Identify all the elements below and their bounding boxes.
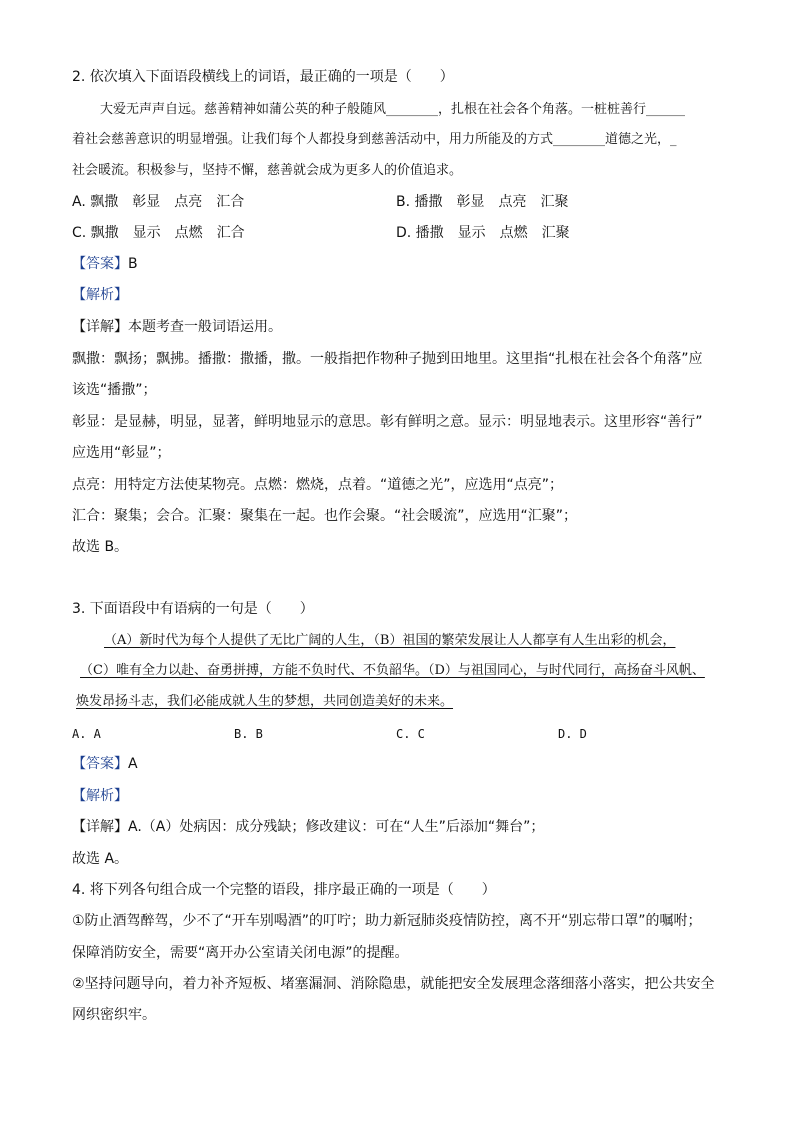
q2-option-b: B. 播撒 彰显 点亮 汇聚	[396, 194, 569, 210]
q3-option-d: D. D	[558, 727, 587, 741]
q2-analysis-tag: 【解析】	[72, 287, 128, 303]
q2-answer	[72, 255, 138, 273]
question-3-title: 3. 下面语段中有语病的一句是（ ）	[72, 601, 314, 617]
q2-detail-line-1: 【详解】本题考查一般词语运用。	[72, 319, 282, 335]
q3-passage-line-3: 焕发昂扬斗志，我们必能成就人生的梦想，共同创造美好的未来。	[76, 694, 454, 709]
q4-line-4: 网织密织牢。	[72, 1007, 156, 1023]
q2-detail-line-8: 故选 B。	[72, 539, 129, 555]
question-2-title: 2. 依次填入下面语段横线上的词语，最正确的一项是（ ）	[72, 69, 454, 85]
question-4-title: 4. 将下列各句组合成一个完整的语段，排序最正确的一项是（ ）	[72, 882, 496, 898]
answer-tag: 【答案】	[72, 756, 128, 772]
q3-passage-line-1: （A）新时代为每个人提供了无比广阔的人生，（B）祖国的繁荣发展让人人都享有人生出彩的机会，	[104, 633, 676, 648]
q3-option-c: C. C	[396, 727, 425, 741]
q4-line-3: ②坚持问题导向，着力补齐短板、堵塞漏洞、消除隐患，就能把安全发展理念落细落小落实，把公共安全	[72, 976, 715, 992]
q3-passage-line-2: （C）唯有全力以赴、奋勇拼搏，方能不负时代、不负韶华。（D）与祖国同心，与时代同行，高扬奋斗风帆、	[80, 663, 705, 678]
q3-option-b: B. B	[234, 727, 263, 741]
q4-line-1: ①防止酒驾醉驾，少不了“开车别喝酒”的叮咛；助力新冠肺炎疫情防控，离不开“别忘带口罩”的嘱咐；	[72, 913, 702, 929]
q2-detail-line-5: 应选用“彰显”；	[72, 445, 171, 461]
answer-value: B	[128, 256, 138, 272]
q2-option-d: D. 播撒 显示 点燃 汇聚	[396, 225, 570, 241]
q3-option-a: A. A	[72, 727, 101, 741]
answer-value: A	[128, 756, 138, 772]
q2-passage-line-2: 着社会慈善意识的明显增强。让我们每个人都投身到慈善活动中，用力所能及的方式________道德之光，_	[72, 132, 677, 147]
q2-detail-line-3: 该选“播撒”；	[72, 382, 157, 398]
q2-detail-line-2: 飘撒：飘扬；飘拂。播撒：撒播，撒。一般指把作物种子抛到田地里。这里指“扎根在社会各个角落”应	[72, 351, 703, 367]
q3-detail-line-1: 【详解】A.（A）处病因：成分残缺；修改建议：可在“人生”后添加“舞台”；	[72, 819, 545, 835]
q2-passage-line-3: 社会暖流。积极参与，坚持不懈，慈善就会成为更多人的价值追求。	[72, 163, 463, 178]
q2-detail-line-6: 点亮：用特定方法使某物亮。点燃：燃烧，点着。“道德之光”，应选用“点亮”；	[72, 477, 564, 493]
q3-detail-line-2: 故选 A。	[72, 851, 129, 867]
q4-line-2: 保障消防安全，需要“离开办公室请关闭电源”的提醒。	[72, 945, 409, 961]
q2-detail-line-7: 汇合：聚集；会合。汇聚：聚集在一起。也作会聚。“社会暖流”，应选用“汇聚”；	[72, 508, 578, 524]
answer-tag: 【答案】	[72, 256, 128, 272]
q3-answer	[72, 755, 138, 773]
q2-option-a: A. 飘撒 彰显 点亮 汇合	[72, 194, 245, 210]
q2-option-c: C. 飘撒 显示 点燃 汇合	[72, 225, 245, 241]
q2-passage-line-1: 大爱无声声自远。慈善精神如蒲公英的种子般随风________，扎根在社会各个角落。一桩桩善行______	[100, 102, 686, 117]
q3-analysis-tag: 【解析】	[72, 788, 128, 804]
q2-detail-line-4: 彰显：是显赫，明显，显著，鲜明地显示的意思。彰有鲜明之意。显示：明显地表示。这里形容“善行”	[72, 414, 703, 430]
